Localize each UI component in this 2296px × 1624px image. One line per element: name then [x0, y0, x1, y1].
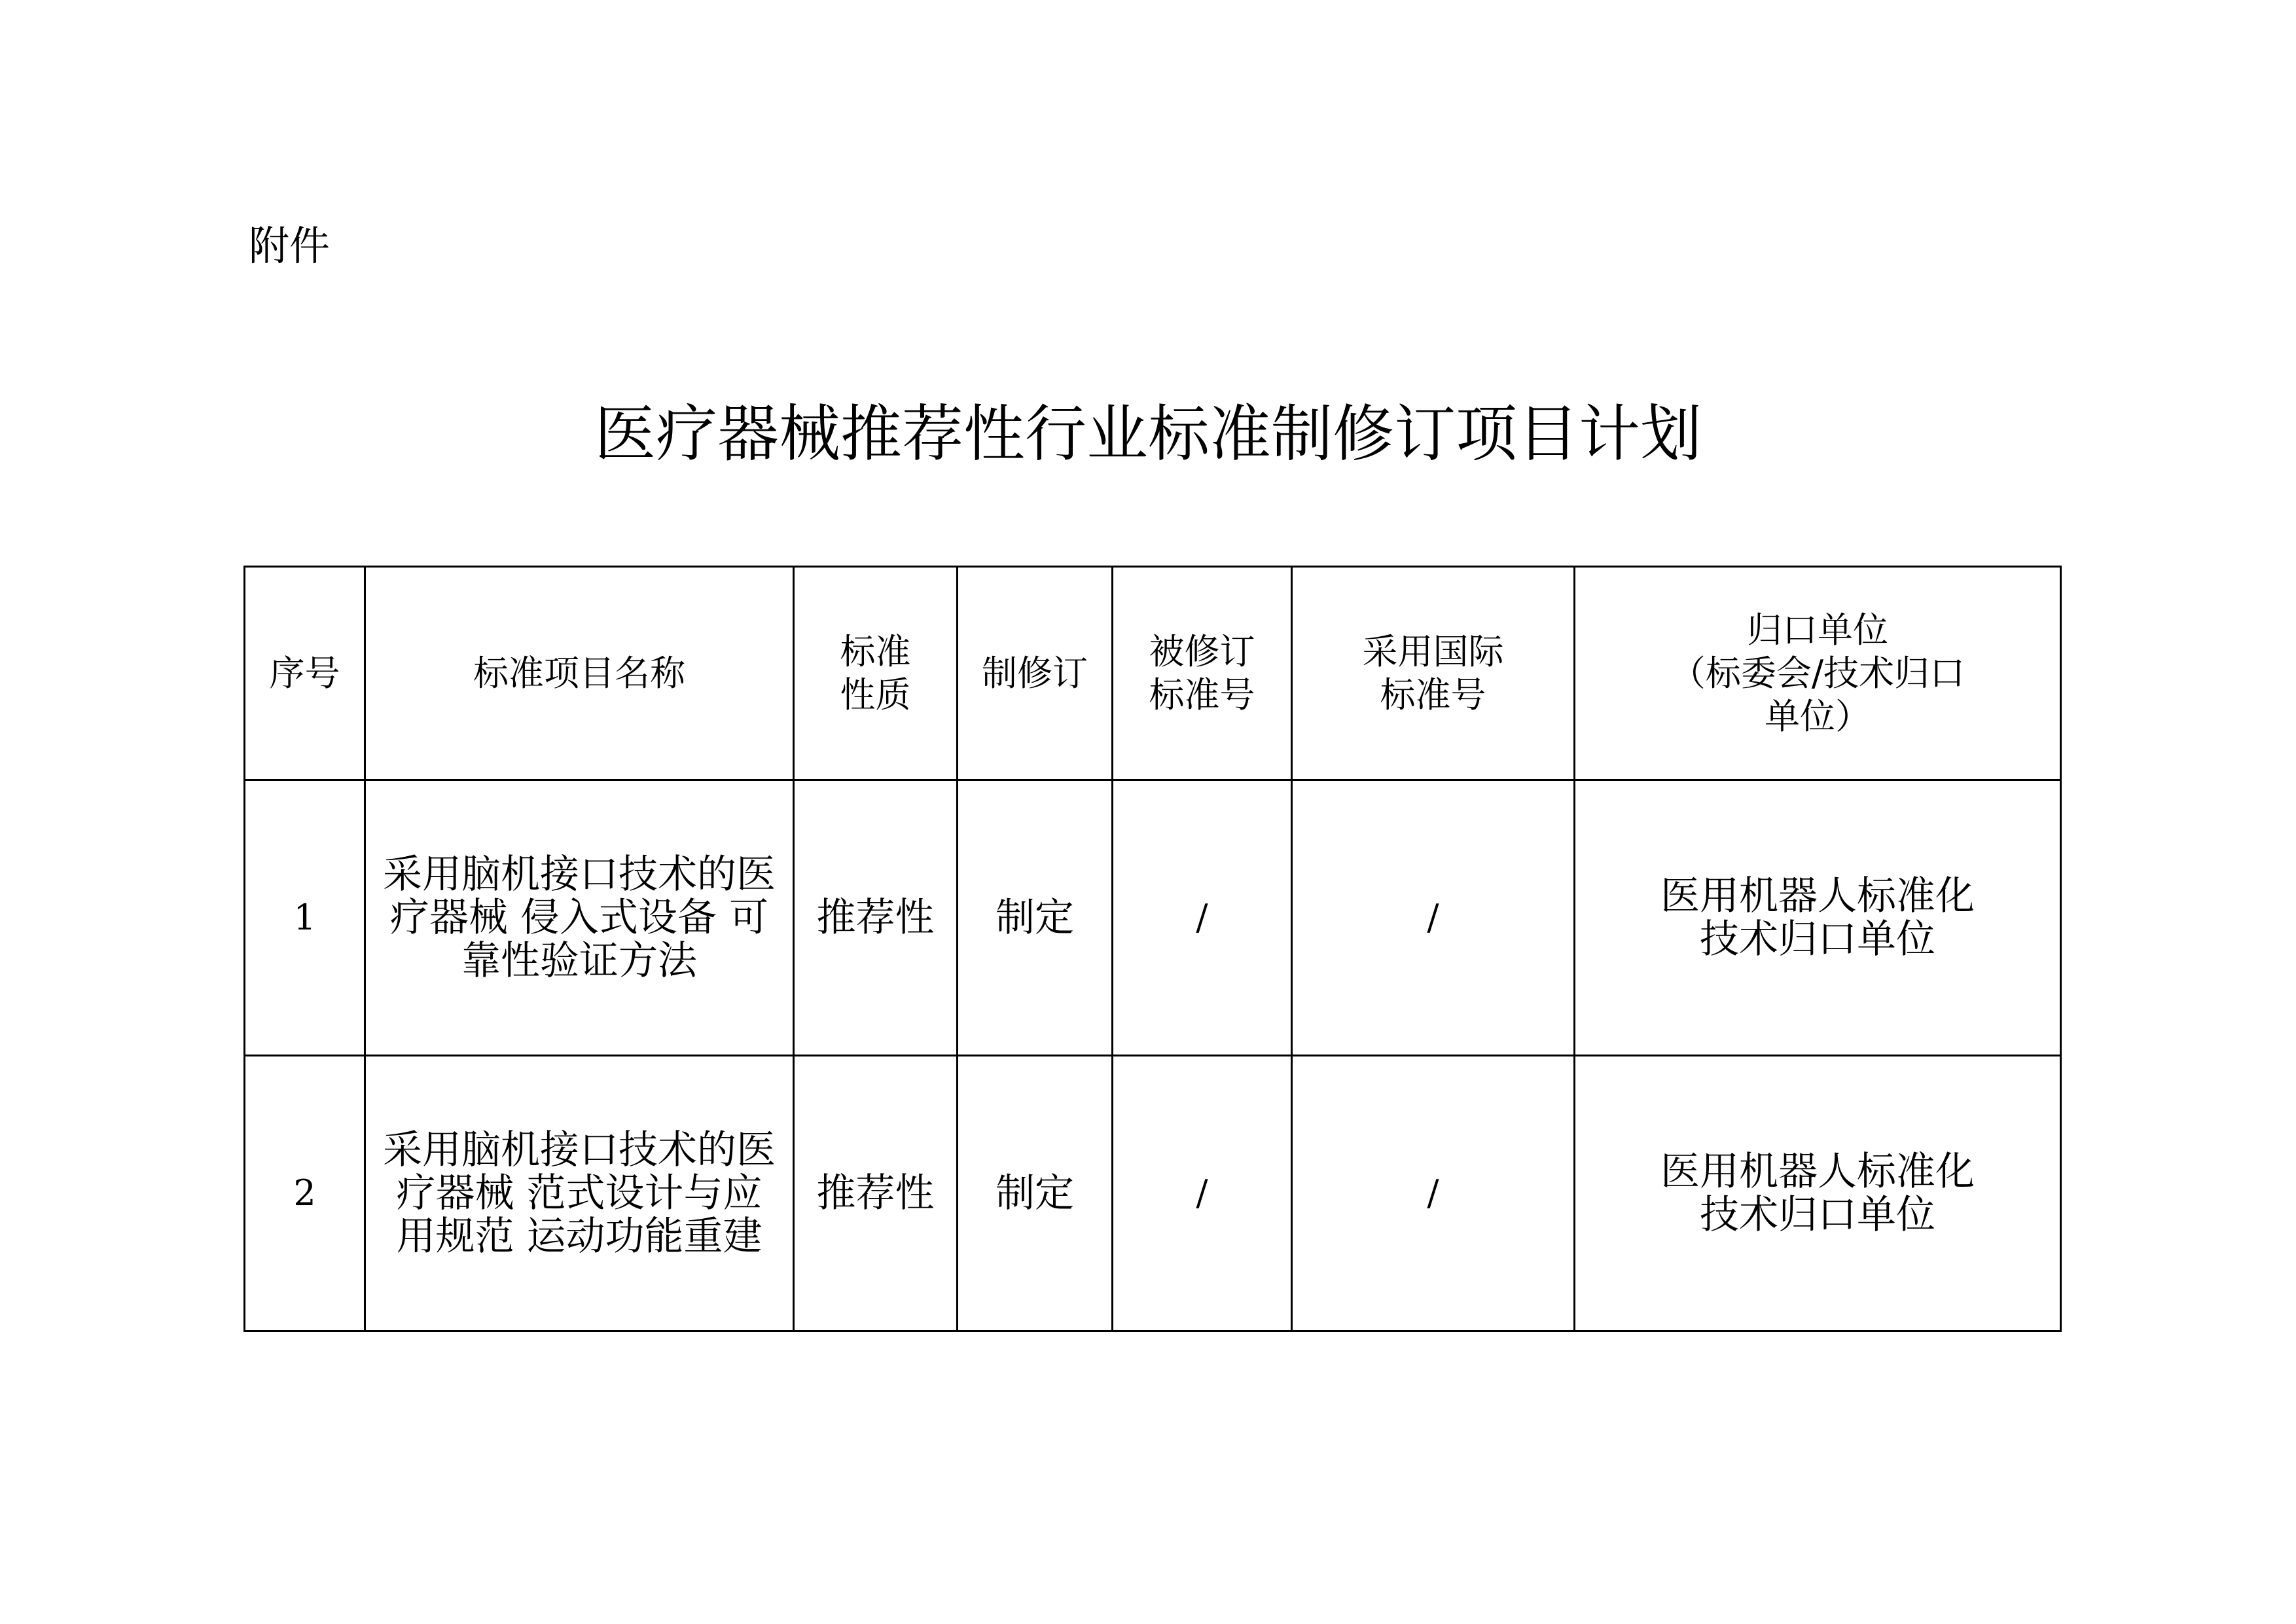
document-title: 医疗器械推荐性行业标准制修订项目计划 — [594, 399, 1702, 470]
project-plan-table — [243, 566, 2062, 1332]
cell-revision: 制定 — [958, 1056, 1113, 1331]
cell-seq: 2 — [245, 1056, 365, 1331]
cell-nature: 推荐性 — [794, 1056, 958, 1331]
cell-revision: 制定 — [958, 780, 1113, 1056]
header-revision: 制修订 — [958, 567, 1113, 780]
header-unit: 归口单位 （标委会/技术归口 单位） — [1575, 567, 2061, 780]
cell-seq: 1 — [245, 780, 365, 1056]
cell-unit: 医用机器人标准化 技术归口单位 — [1575, 1056, 2061, 1331]
header-nature: 标准 性质 — [794, 567, 958, 780]
header-name: 标准项目名称 — [365, 567, 794, 780]
cell-revised-std: / — [1113, 1056, 1292, 1331]
header-intl-std: 采用国际 标准号 — [1292, 567, 1575, 780]
cell-name: 采用脑机接口技术的医 疗器械 范式设计与应 用规范 运动功能重建 — [365, 1056, 794, 1331]
table-header-row — [245, 567, 2061, 780]
table-row — [245, 780, 2061, 1056]
cell-name: 采用脑机接口技术的医 疗器械 侵入式设备 可 靠性验证方法 — [365, 780, 794, 1056]
table-row — [245, 1056, 2061, 1331]
cell-intl-std: / — [1292, 780, 1575, 1056]
cell-unit: 医用机器人标准化 技术归口单位 — [1575, 780, 2061, 1056]
header-revised-std: 被修订 标准号 — [1113, 567, 1292, 780]
cell-revised-std: / — [1113, 780, 1292, 1056]
attachment-label: 附件 — [249, 222, 331, 270]
header-seq: 序号 — [245, 567, 365, 780]
cell-intl-std: / — [1292, 1056, 1575, 1331]
cell-nature: 推荐性 — [794, 780, 958, 1056]
